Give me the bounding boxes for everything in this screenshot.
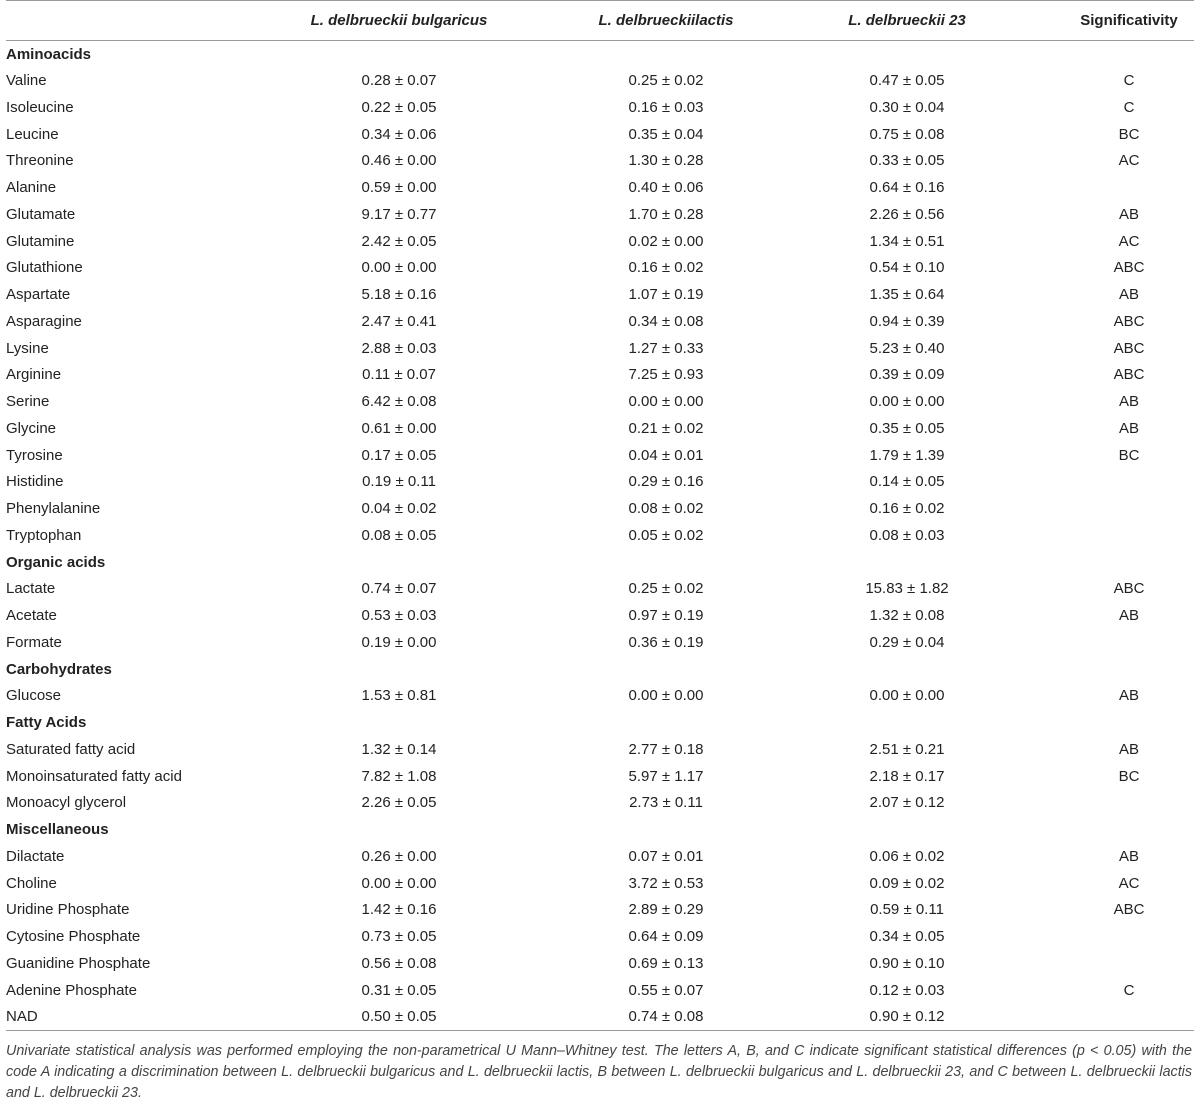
value-lactis: 3.72 ± 0.53 <box>628 874 704 892</box>
table-row <box>6 870 1194 897</box>
significativity-code: AB <box>1118 205 1139 223</box>
significativity-code: BC <box>1118 446 1140 464</box>
value-23: 1.79 ± 1.39 <box>869 446 945 464</box>
table-row <box>6 255 1194 282</box>
value-lactis: 0.40 ± 0.06 <box>628 179 704 197</box>
value-bulgaricus: 0.59 ± 0.00 <box>361 179 437 197</box>
value-lactis: 0.16 ± 0.03 <box>628 98 704 116</box>
table-row <box>6 174 1194 201</box>
header-col-lactis: L. delbrueckiilactis <box>582 1 750 41</box>
metabolite-name: Acetate <box>6 607 57 625</box>
table-row <box>6 495 1194 522</box>
section-title: Carbohydrates <box>6 660 112 678</box>
significativity-code: C <box>1123 98 1135 116</box>
value-bulgaricus: 5.18 ± 0.16 <box>361 286 437 304</box>
value-lactis: 0.34 ± 0.08 <box>628 312 704 330</box>
metabolite-name: Monoinsaturated fatty acid <box>6 767 182 785</box>
value-bulgaricus: 0.26 ± 0.00 <box>361 847 437 865</box>
value-bulgaricus: 0.22 ± 0.05 <box>361 98 437 116</box>
significativity-code <box>1064 629 1194 656</box>
metabolite-name: Glucose <box>6 687 62 705</box>
table-row <box>6 281 1194 308</box>
value-bulgaricus: 2.26 ± 0.05 <box>361 794 437 812</box>
value-lactis: 0.35 ± 0.04 <box>628 125 704 143</box>
value-lactis: 0.02 ± 0.00 <box>628 232 704 250</box>
value-lactis: 0.64 ± 0.09 <box>628 928 704 946</box>
metabolite-name: Lysine <box>6 339 49 357</box>
value-lactis: 0.16 ± 0.02 <box>628 259 704 277</box>
value-23: 2.07 ± 0.12 <box>869 794 945 812</box>
metabolite-name: NAD <box>6 1004 216 1031</box>
value-23: 2.51 ± 0.21 <box>869 740 945 758</box>
significativity-code <box>1064 522 1194 549</box>
table-row <box>6 977 1194 1004</box>
significativity-code: ABC <box>1113 312 1145 330</box>
section-title: Fatty Acids <box>6 714 87 732</box>
table-row <box>6 94 1194 121</box>
value-lactis: 1.70 ± 0.28 <box>628 205 704 223</box>
metabolite-name: Tryptophan <box>6 526 82 544</box>
value-23: 0.90 ± 0.10 <box>869 954 945 972</box>
metabolite-name: Glutamate <box>6 205 76 223</box>
table-row <box>6 442 1194 469</box>
value-lactis: 2.73 ± 0.11 <box>629 794 703 812</box>
table-row <box>6 897 1194 924</box>
value-23: 1.35 ± 0.64 <box>869 286 945 304</box>
table-row <box>6 683 1194 710</box>
value-lactis: 1.07 ± 0.19 <box>628 286 704 304</box>
header-row <box>6 1 1194 41</box>
metabolite-name: Lactate <box>6 580 56 598</box>
value-bulgaricus: 0.74 ± 0.07 <box>361 580 437 598</box>
value-bulgaricus: 0.00 ± 0.00 <box>361 874 437 892</box>
table-row <box>6 790 1194 817</box>
value-lactis: 0.04 ± 0.01 <box>628 446 704 464</box>
value-bulgaricus: 0.04 ± 0.02 <box>361 500 437 518</box>
value-bulgaricus: 0.53 ± 0.03 <box>361 607 437 625</box>
value-bulgaricus: 0.17 ± 0.05 <box>361 446 437 464</box>
value-bulgaricus: 0.31 ± 0.05 <box>361 981 437 999</box>
metabolite-name: Phenylalanine <box>6 500 101 518</box>
value-23: 0.59 ± 0.11 <box>870 901 944 919</box>
value-23: 2.18 ± 0.17 <box>869 767 945 785</box>
value-lactis: 0.74 ± 0.08 <box>582 1004 750 1031</box>
value-bulgaricus: 6.42 ± 0.08 <box>361 393 437 411</box>
section-header-row <box>6 816 1194 843</box>
value-23: 0.75 ± 0.08 <box>869 125 945 143</box>
table-row <box>6 469 1194 496</box>
value-bulgaricus: 0.73 ± 0.05 <box>361 928 437 946</box>
metabolite-name: Alanine <box>6 179 57 197</box>
section-title: Miscellaneous <box>6 821 109 839</box>
table-row <box>6 228 1194 255</box>
value-lactis: 0.00 ± 0.00 <box>628 687 704 705</box>
value-bulgaricus: 0.00 ± 0.00 <box>361 259 437 277</box>
metabolite-name: Uridine Phosphate <box>6 901 130 919</box>
value-lactis: 1.30 ± 0.28 <box>628 152 704 170</box>
value-lactis: 5.97 ± 1.17 <box>628 767 704 785</box>
value-bulgaricus: 0.61 ± 0.00 <box>361 419 437 437</box>
section-header-row <box>6 656 1194 683</box>
value-bulgaricus: 1.53 ± 0.81 <box>361 687 437 705</box>
header-col-23: L. delbrueckii 23 <box>750 1 1064 41</box>
section-title: Aminoacids <box>6 45 92 63</box>
metabolite-name: Monoacyl glycerol <box>6 794 127 812</box>
value-bulgaricus: 0.46 ± 0.00 <box>361 152 437 170</box>
value-bulgaricus: 0.50 ± 0.05 <box>216 1004 582 1031</box>
table-row <box>6 335 1194 362</box>
table-row <box>6 843 1194 870</box>
value-lactis: 0.29 ± 0.16 <box>628 473 704 491</box>
value-bulgaricus: 7.82 ± 1.08 <box>361 767 437 785</box>
metabolite-name: Cytosine Phosphate <box>6 928 141 946</box>
value-23: 0.33 ± 0.05 <box>869 152 945 170</box>
value-23: 5.23 ± 0.40 <box>869 339 945 357</box>
significativity-code: AB <box>1118 286 1139 304</box>
value-lactis: 0.08 ± 0.02 <box>628 500 704 518</box>
value-bulgaricus: 2.47 ± 0.41 <box>361 312 437 330</box>
metabolite-name: Isoleucine <box>6 98 74 116</box>
table-row <box>6 415 1194 442</box>
significativity-code <box>1064 174 1194 201</box>
value-bulgaricus: 0.28 ± 0.07 <box>361 72 437 90</box>
value-23: 0.16 ± 0.02 <box>869 500 945 518</box>
table-footnote: Univariate statistical analysis was performed employing the non-parametrical U Mann–Whitney test. The letters A, B, and C indicate significant statistical differences (p < 0.05) with the code A indicating a discrimination between L. delbrueckii bulgaricus and L. delbrueckii lactis, B between L. delbrueckii bulgaricus and L. delbrueckii 23, and C between L. delbrueckii lactis and L. delbrueckii 23. <box>6 1042 1192 1101</box>
significativity-code: AB <box>1118 847 1139 865</box>
table-row <box>6 148 1194 175</box>
value-23: 2.26 ± 0.56 <box>869 205 945 223</box>
value-bulgaricus: 2.88 ± 0.03 <box>361 339 437 357</box>
value-lactis: 0.69 ± 0.13 <box>628 954 704 972</box>
table-row <box>6 67 1194 94</box>
value-23: 0.30 ± 0.04 <box>869 98 945 116</box>
table-header <box>6 1 1194 41</box>
significativity-code: AB <box>1118 687 1139 705</box>
value-lactis: 0.05 ± 0.02 <box>628 526 704 544</box>
value-23: 0.94 ± 0.39 <box>869 312 945 330</box>
value-lactis: 0.00 ± 0.00 <box>628 393 704 411</box>
table-row <box>6 576 1194 603</box>
significativity-code <box>1064 469 1194 496</box>
table-row <box>6 923 1194 950</box>
significativity-code: C <box>1123 981 1135 999</box>
metabolite-name: Histidine <box>6 473 64 491</box>
value-23: 15.83 ± 1.82 <box>865 580 949 598</box>
significativity-code: ABC <box>1113 366 1145 384</box>
value-23: 0.29 ± 0.04 <box>869 633 945 651</box>
metabolite-name: Valine <box>6 72 47 90</box>
metabolite-name: Glutathione <box>6 259 83 277</box>
header-col-bulgaricus: L. delbrueckii bulgaricus <box>216 1 582 41</box>
value-23: 0.09 ± 0.02 <box>869 874 945 892</box>
significativity-code <box>1064 950 1194 977</box>
significativity-code <box>1064 1004 1194 1031</box>
table-row <box>6 362 1194 389</box>
table-row <box>6 950 1194 977</box>
value-lactis: 0.97 ± 0.19 <box>628 607 704 625</box>
significativity-code: AB <box>1118 607 1139 625</box>
section-header-row <box>6 41 1194 68</box>
table-row <box>6 308 1194 335</box>
value-lactis: 0.21 ± 0.02 <box>628 419 704 437</box>
table-row <box>6 763 1194 790</box>
header-col-significativity: Significativity <box>1064 1 1194 41</box>
value-23: 0.00 ± 0.00 <box>869 393 945 411</box>
significativity-code: AB <box>1118 419 1139 437</box>
metabolite-name: Serine <box>6 393 50 411</box>
value-bulgaricus: 1.42 ± 0.16 <box>361 901 437 919</box>
significativity-code: AC <box>1118 232 1140 250</box>
table-row <box>6 629 1194 656</box>
value-lactis: 7.25 ± 0.93 <box>628 366 704 384</box>
value-bulgaricus: 0.08 ± 0.05 <box>361 526 437 544</box>
value-bulgaricus: 0.19 ± 0.00 <box>361 633 437 651</box>
value-23: 0.06 ± 0.02 <box>869 847 945 865</box>
significativity-code <box>1064 923 1194 950</box>
section-header-row <box>6 709 1194 736</box>
significativity-code: AB <box>1118 740 1139 758</box>
value-23: 0.12 ± 0.03 <box>869 981 945 999</box>
value-23: 1.34 ± 0.51 <box>869 232 945 250</box>
value-lactis: 0.25 ± 0.02 <box>628 72 704 90</box>
value-bulgaricus: 0.56 ± 0.08 <box>361 954 437 972</box>
value-23: 0.34 ± 0.05 <box>869 928 945 946</box>
metabolite-name: Aspartate <box>6 286 71 304</box>
significativity-code: BC <box>1118 767 1140 785</box>
metabolite-table <box>6 0 1194 1031</box>
value-23: 0.54 ± 0.10 <box>869 259 945 277</box>
section-header-row <box>6 549 1194 576</box>
metabolite-name: Glycine <box>6 419 57 437</box>
significativity-code: ABC <box>1113 901 1145 919</box>
significativity-code: AC <box>1118 874 1140 892</box>
significativity-code: ABC <box>1113 580 1145 598</box>
header-blank <box>6 1 216 41</box>
value-23: 0.14 ± 0.05 <box>869 473 945 491</box>
significativity-code: BC <box>1118 125 1140 143</box>
value-bulgaricus: 9.17 ± 0.77 <box>361 205 437 223</box>
value-bulgaricus: 0.11 ± 0.07 <box>362 366 436 384</box>
table-row <box>6 388 1194 415</box>
value-lactis: 0.55 ± 0.07 <box>628 981 704 999</box>
metabolite-name: Formate <box>6 633 62 651</box>
metabolite-name: Saturated fatty acid <box>6 740 136 758</box>
value-lactis: 0.36 ± 0.19 <box>628 633 704 651</box>
significativity-code: ABC <box>1113 259 1145 277</box>
table-row <box>6 602 1194 629</box>
significativity-code <box>1064 790 1194 817</box>
metabolite-name: Tyrosine <box>6 446 63 464</box>
value-lactis: 2.77 ± 0.18 <box>628 740 704 758</box>
table-row <box>6 1004 1194 1031</box>
significativity-code: AB <box>1118 393 1139 411</box>
metabolite-name: Glutamine <box>6 232 75 250</box>
significativity-code: AC <box>1118 152 1140 170</box>
section-title: Organic acids <box>6 553 106 571</box>
value-23: 0.08 ± 0.03 <box>869 526 945 544</box>
metabolite-name: Arginine <box>6 366 62 384</box>
metabolite-name: Dilactate <box>6 847 65 865</box>
value-lactis: 2.89 ± 0.29 <box>628 901 704 919</box>
table-row <box>6 522 1194 549</box>
metabolite-name: Asparagine <box>6 312 82 330</box>
table-row <box>6 736 1194 763</box>
value-bulgaricus: 2.42 ± 0.05 <box>361 232 437 250</box>
metabolite-name: Choline <box>6 874 57 892</box>
value-bulgaricus: 0.19 ± 0.11 <box>362 473 436 491</box>
significativity-code <box>1064 495 1194 522</box>
value-23: 1.32 ± 0.08 <box>869 607 945 625</box>
value-bulgaricus: 1.32 ± 0.14 <box>361 740 437 758</box>
value-bulgaricus: 0.34 ± 0.06 <box>361 125 437 143</box>
metabolite-name: Adenine Phosphate <box>6 981 137 999</box>
table-body <box>6 41 1194 1031</box>
table-row <box>6 121 1194 148</box>
value-23: 0.00 ± 0.00 <box>869 687 945 705</box>
value-23: 0.64 ± 0.16 <box>869 179 945 197</box>
value-23: 0.39 ± 0.09 <box>869 366 945 384</box>
metabolite-name: Threonine <box>6 152 74 170</box>
significativity-code: C <box>1123 72 1135 90</box>
value-lactis: 0.25 ± 0.02 <box>628 580 704 598</box>
table-row <box>6 201 1194 228</box>
metabolite-name: Guanidine Phosphate <box>6 954 151 972</box>
value-lactis: 1.27 ± 0.33 <box>628 339 704 357</box>
value-lactis: 0.07 ± 0.01 <box>628 847 704 865</box>
metabolite-name: Leucine <box>6 125 59 143</box>
value-23: 0.47 ± 0.05 <box>869 72 945 90</box>
value-23: 0.90 ± 0.12 <box>750 1004 1064 1031</box>
value-23: 0.35 ± 0.05 <box>869 419 945 437</box>
significativity-code: ABC <box>1113 339 1145 357</box>
